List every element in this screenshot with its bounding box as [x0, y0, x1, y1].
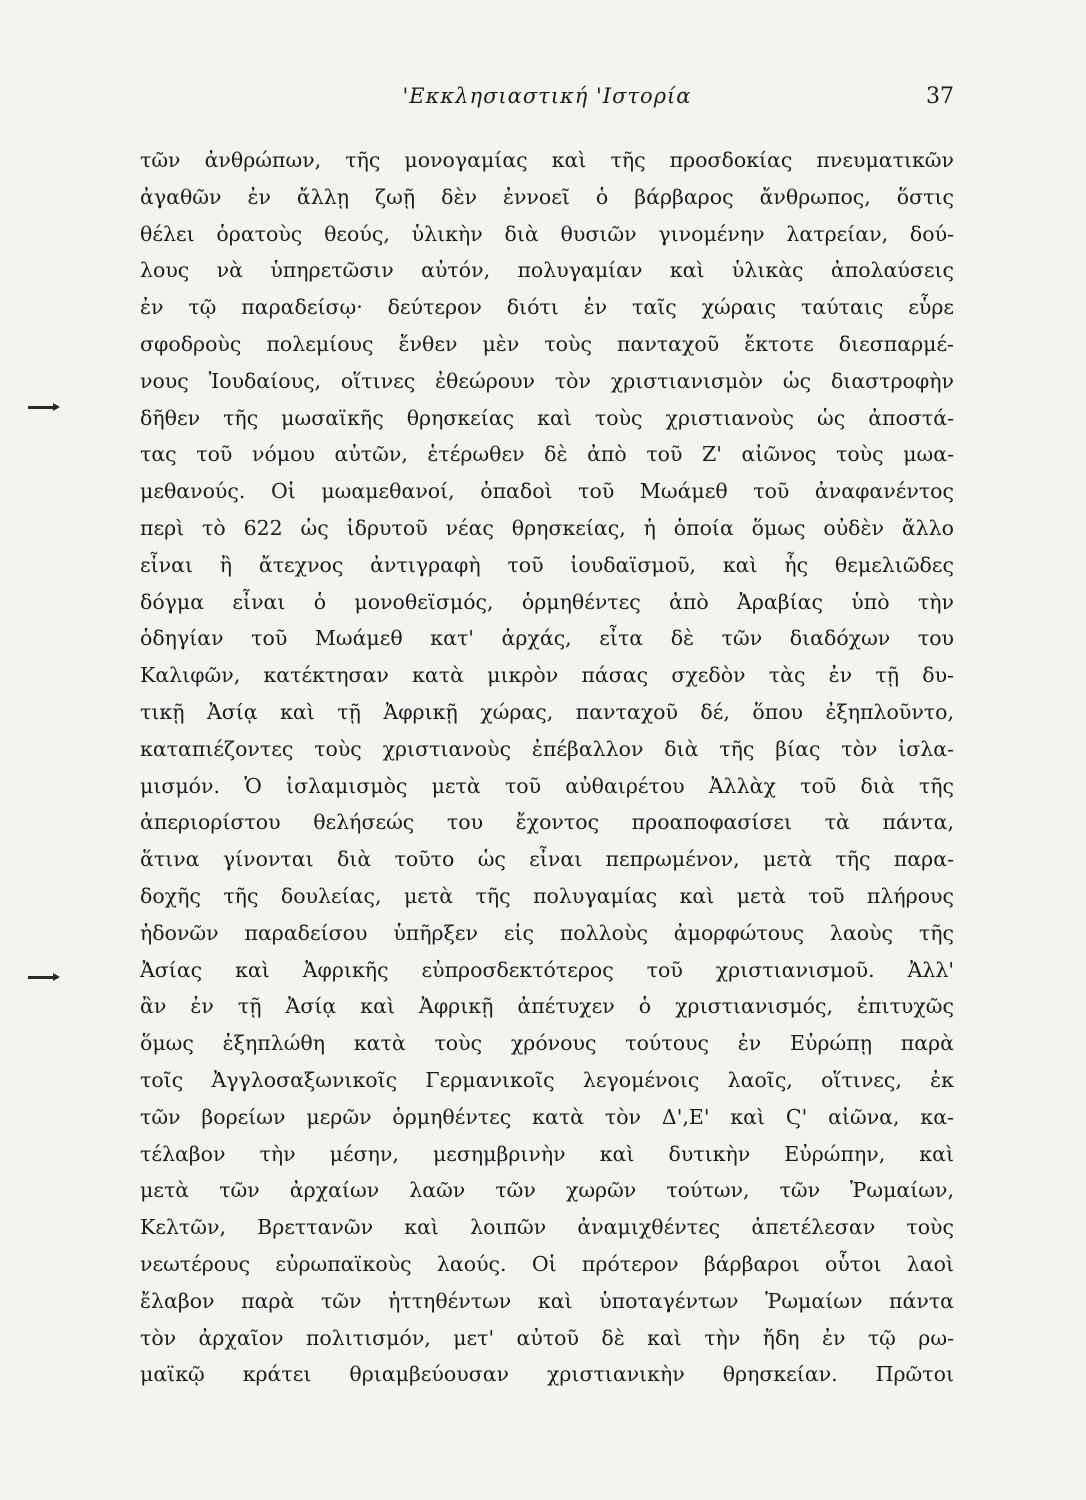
- text-line: ἔλαβον παρὰ τῶν ἡττηθέντων καὶ ὑποταγέντων Ῥωμαίων πάντα: [140, 1288, 954, 1313]
- text-line: Καλιφῶν, κατέκτησαν κατὰ μικρὸν πάσας σχεδὸν τὰς ἐν τῇ δυ-: [140, 663, 954, 688]
- text-line: μετὰ τῶν ἀρχαίων λαῶν τῶν χωρῶν τούτων, τῶν Ῥωμαίων,: [140, 1178, 954, 1203]
- text-line: λους νὰ ὑπηρετῶσιν αὐτόν, πολυγαμίαν καὶ ὑλικὰς ἀπολαύσεις: [140, 258, 954, 283]
- body-text: [140, 142, 954, 1393]
- text-line: καταπιέζοντες τοὺς χριστιανοὺς ἐπέβαλλον διὰ τῆς βίας τὸν ἰσλα-: [140, 736, 954, 761]
- text-line: δῆθεν τῆς μωσαϊκῆς θρησκείας καὶ τοὺς χριστιανοὺς ὡς ἀποστά-: [140, 405, 954, 430]
- text-line: μεθανούς. Οἱ μωαμεθανοί, ὀπαδοὶ τοῦ Μωάμεθ τοῦ ἀναφανέντος: [140, 479, 954, 504]
- text-line: ἐν τῷ παραδείσῳ· δεύτερον διότι ἐν ταῖς χώραις ταύταις εὗρε: [140, 295, 954, 320]
- margin-arrow-icon: [28, 406, 54, 409]
- text-line: τοῖς Ἀγγλοσαξωνικοῖς Γερμανικοῖς λεγομένοις λαοῖς, οἵτινες, ἐκ: [140, 1067, 954, 1092]
- text-line: Κελτῶν, Βρεττανῶν καὶ λοιπῶν ἀναμιχθέντες ἀπετέλεσαν τοὺς: [140, 1215, 954, 1240]
- text-line: τας τοῦ νόμου αὐτῶν, ἑτέρωθεν δὲ ἀπὸ τοῦ Ζ' αἰῶνος τοὺς μωα-: [140, 442, 954, 467]
- text-line: μισμόν. Ὁ ἰσλαμισμὸς μετὰ τοῦ αὐθαιρέτου Ἀλλὰχ τοῦ διὰ τῆς: [140, 773, 954, 798]
- text-line: Ἀσίας καὶ Ἀφρικῆς εὐπροσδεκτότερος τοῦ χριστιανισμοῦ. Ἀλλ': [140, 957, 954, 982]
- text-line: ἂν ἐν τῇ Ἀσίᾳ καὶ Ἀφρικῇ ἀπέτυχεν ὁ χριστιανισμός, ἐπιτυχῶς: [140, 994, 954, 1019]
- page-number: 37: [926, 84, 954, 109]
- text-line: περὶ τὸ 622 ὡς ἱδρυτοῦ νέας θρησκείας, ἡ ὁποία ὅμως οὐδὲν ἄλλο: [140, 515, 954, 540]
- text-line: νεωτέρους εὐρωπαϊκοὺς λαούς. Οἱ πρότερον βάρβαροι οὗτοι λαοὶ: [140, 1251, 954, 1276]
- page-header: [140, 84, 954, 118]
- text-line: δόγμα εἶναι ὁ μονοθεϊσμός, ὁρμηθέντες ἀπὸ Ἀραβίας ὑπὸ τὴν: [140, 589, 954, 614]
- text-line: τῶν βορείων μερῶν ὁρμηθέντες κατὰ τὸν Δ',Ε' καὶ Ϛ' αἰῶνα, κα-: [140, 1104, 954, 1129]
- text-line: εἶναι ἢ ἄτεχνος ἀντιγραφὴ τοῦ ἰουδαϊσμοῦ, καὶ ἧς θεμελιῶδες: [140, 552, 954, 577]
- text-line: τικῇ Ἀσίᾳ καὶ τῇ Ἀφρικῇ χώρας, πανταχοῦ δέ, ὅπου ἐξηπλοῦντο,: [140, 699, 954, 724]
- text-line: τέλαβον τὴν μέσην, μεσημβρινὴν καὶ δυτικὴν Εὐρώπην, καὶ: [140, 1141, 954, 1166]
- text-line: σφοδροὺς πολεμίους ἔνθεν μὲν τοὺς πανταχοῦ ἔκτοτε διεσπαρμέ-: [140, 331, 954, 356]
- text-line: μαϊκῷ κράτει θριαμβεύουσαν χριστιανικὴν θρησκείαν. Πρῶτοι: [140, 1362, 954, 1387]
- text-line: νους Ἰουδαίους, οἵτινες ἐθεώρουν τὸν χριστιανισμὸν ὡς διαστροφὴν: [140, 368, 954, 393]
- margin-arrow-icon: [28, 976, 54, 979]
- text-line: θέλει ὁρατοὺς θεούς, ὑλικὴν διὰ θυσιῶν γινομένην λατρείαν, δού-: [140, 221, 954, 246]
- text-line: δοχῆς τῆς δουλείας, μετὰ τῆς πολυγαμίας καὶ μετὰ τοῦ πλήρους: [140, 883, 954, 908]
- text-line: ἅτινα γίνονται διὰ τοῦτο ὡς εἶναι πεπρωμένον, μετὰ τῆς παρα-: [140, 847, 954, 872]
- text-line: τῶν ἀνθρώπων, τῆς μονογαμίας καὶ τῆς προσδοκίας πνευματικῶν: [140, 148, 954, 172]
- text-line: ὅμως ἐξηπλώθη κατὰ τοὺς χρόνους τούτους ἐν Εὐρώπῃ παρὰ: [140, 1031, 954, 1056]
- running-title: 'Εκκλησιαστική 'Ιστορία: [402, 84, 692, 108]
- text-line: ἀπεριορίστου θελήσεώς του ἔχοντος προαποφασίσει τὰ πάντα,: [140, 810, 954, 835]
- text-line: τὸν ἀρχαῖον πολιτισμόν, μετ' αὐτοῦ δὲ καὶ τὴν ἤδη ἐν τῷ ρω-: [140, 1325, 954, 1350]
- text-line: ἡδονῶν παραδείσου ὑπῆρξεν εἰς πολλοὺς ἀμορφώτους λαοὺς τῆς: [140, 920, 954, 945]
- text-line: ὁδηγίαν τοῦ Μωάμεθ κατ' ἀρχάς, εἶτα δὲ τῶν διαδόχων του: [140, 626, 954, 651]
- text-line: ἀγαθῶν ἐν ἄλλῃ ζωῇ δὲν ἐννοεῖ ὁ βάρβαρος ἄνθρωπος, ὅστις: [140, 184, 954, 209]
